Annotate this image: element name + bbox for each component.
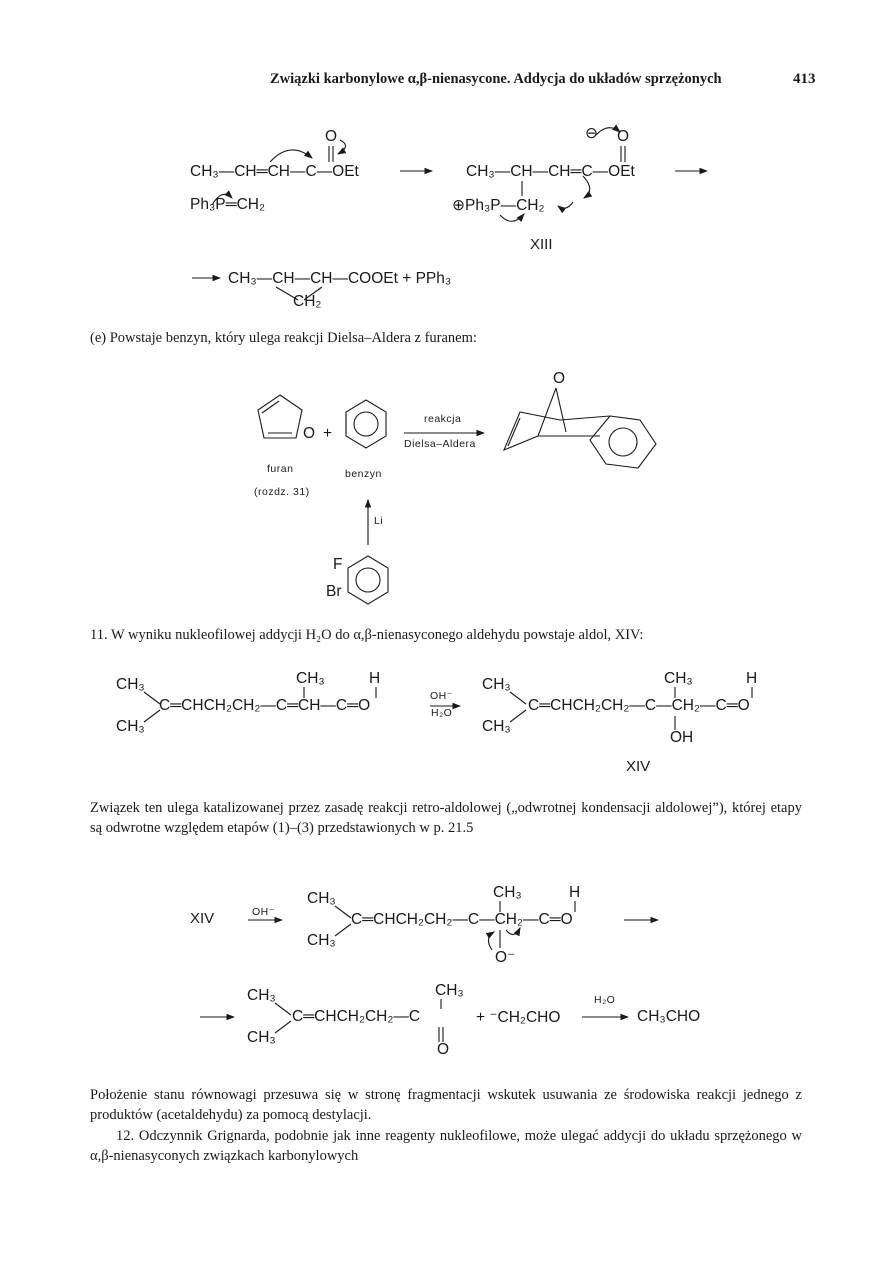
- ketone-oxygen: O: [437, 1041, 450, 1058]
- retro-ch3-bottom: CH₃: [307, 932, 336, 949]
- retro-branch-methyl: CH₃: [493, 884, 522, 901]
- cyclopropane-bond-2: [304, 287, 322, 300]
- hydroxide-label: OH⁻: [252, 906, 275, 918]
- water-label: H₂O: [594, 994, 616, 1006]
- bicyclic-bond-2: [560, 416, 610, 420]
- electron-arrow-8: [488, 932, 494, 950]
- furan-oxygen: O: [303, 425, 316, 442]
- retro-chain: C═CHCH₂CH₂—C—CH₂—C═O: [351, 911, 573, 928]
- benzyne-label: benzyn: [345, 468, 382, 480]
- ketone-bond-top: [275, 1003, 291, 1015]
- aldehyde-hydrogen: H: [369, 670, 381, 687]
- bromine-label: Br: [326, 583, 342, 600]
- ketone-bond-bottom: [275, 1021, 291, 1033]
- electron-arrow-7: [500, 214, 524, 221]
- retro-bond-bottom: [335, 924, 351, 936]
- fused-benzene-ring: [590, 416, 656, 468]
- lithium-label: Li: [374, 515, 384, 527]
- paragraph-e: (e) Powstaje benzyn, który ulega reakcji Dielsa–Aldera z furanem:: [90, 330, 477, 346]
- ketone-ch3-top: CH₃: [247, 987, 276, 1004]
- bicyclic-double-bond: [508, 418, 520, 446]
- paragraph-12: 12. Odczynnik Grignarda, podobnie jak inne reagenty nukleofilowe, może ulegać addycji do układu sprzężonego w α,β-nienasyconych związkach karbonylowych: [90, 1128, 802, 1164]
- benzyne-aromatic-circle: [354, 412, 378, 436]
- intermediate-chain: CH₃—CH—CH═C—OEt: [466, 163, 635, 180]
- ketone-chain: C═CHCH₂CH₂—C: [292, 1008, 421, 1025]
- electron-arrow-1: [270, 150, 312, 162]
- start-label-XIV: XIV: [190, 910, 215, 927]
- phosphonium-group: ⊕Ph₃P—CH₂: [452, 197, 545, 214]
- alkoxide-oxygen: O⁻: [495, 949, 516, 966]
- electron-arrow-3: [212, 194, 232, 205]
- plus-sign: +: [323, 425, 333, 442]
- ylide-reagent: Ph₃P═CH₂: [190, 196, 265, 213]
- enolate-anion: + ⁻CH₂CHO: [476, 1009, 561, 1026]
- intermediate-oxygen: O: [617, 128, 630, 145]
- hydroxide-catalyst: OH⁻: [430, 690, 453, 702]
- ketone-branch-methyl: CH₃: [435, 982, 464, 999]
- electron-arrow-2: [338, 140, 346, 154]
- aldol-ch3-top: CH₃: [482, 676, 511, 693]
- unsaturated-aldehyde-chain: C═CHCH₂CH₂—C═CH—C═O: [159, 697, 371, 714]
- furan-double-bond-1: [262, 401, 279, 413]
- arrow-label-top: reakcja: [424, 413, 462, 425]
- paragraph-equilibrium: Położenie stanu równowagi przesuwa się w stronę fragmentacji wskutek usuwania ze środowiska reakcji jednego z produktów (acetaldehydu) za pomocą destylacji.: [90, 1087, 802, 1123]
- furan-ring: [258, 395, 302, 438]
- running-header: Związki karbonylowe α,β-nienasycone. Addycja do układów sprzężonych: [270, 71, 722, 87]
- isopropylidene-ch3-top: CH₃: [116, 676, 145, 693]
- paragraph-11: 11. W wyniku nukleofilowej addycji H₂O do α,β-nienasyconego aldehydu powstaje aldol, XIV:: [90, 627, 644, 643]
- right-bond-bottom: [510, 710, 526, 722]
- retro-ch3-top: CH₃: [307, 890, 336, 907]
- arrow-label-bottom: Dielsa–Aldera: [404, 438, 476, 450]
- acetaldehyde: CH₃CHO: [637, 1008, 701, 1025]
- fused-aromatic-circle: [609, 428, 637, 456]
- electron-arrow-5: [583, 176, 590, 198]
- compound-label-XIV: XIV: [626, 758, 651, 775]
- cyclopropane-ch2: CH₂: [293, 293, 322, 310]
- left-bond-top: [144, 692, 160, 704]
- retro-aldehyde-hydrogen: H: [569, 884, 581, 901]
- branch-methyl: CH₃: [296, 670, 325, 687]
- isopropylidene-ch3-bottom: CH₃: [116, 718, 145, 735]
- dihalobenzene-aromatic-circle: [356, 568, 380, 592]
- negative-charge: ⊖: [585, 125, 598, 142]
- aldol-chain: C═CHCH₂CH₂—C—CH₂—C═O: [528, 697, 750, 714]
- cyclopropane-bond-1: [276, 287, 298, 300]
- hydroxyl-group: OH: [670, 729, 694, 746]
- furan-reference: (rozdz. 31): [254, 486, 310, 498]
- oxygen-bridge-right: [556, 388, 566, 432]
- right-bond-top: [510, 692, 526, 704]
- carbonyl-oxygen: O: [325, 128, 338, 145]
- electron-arrow-6: [558, 202, 573, 208]
- ketone-ch3-bottom: CH₃: [247, 1029, 276, 1046]
- oxygen-bridge-left: [538, 388, 556, 436]
- bridge-oxygen: O: [553, 370, 566, 387]
- cyclopropane-product: CH₃—CH—CH—COOEt + PPh₃: [228, 270, 452, 287]
- benzyne-ring: [346, 400, 386, 448]
- left-bond-bottom: [144, 710, 160, 722]
- page-number: 413: [793, 71, 816, 87]
- paragraph-retro-aldol: Związek ten ulega katalizowanej przez zasadę reakcji retro-aldolowej („odwrotnej kondensacji aldolowej”), której etapy są odwrotne względem etapów (1)–(3) przedstawionych w p. 21.5: [90, 800, 802, 836]
- fluorine-label: F: [333, 556, 343, 573]
- compound-label-XIII: XIII: [530, 236, 553, 253]
- retro-bond-top: [335, 906, 351, 918]
- reactant-ester-chain: CH₃—CH═CH—C—OEt: [190, 163, 359, 180]
- aldol-aldehyde-hydrogen: H: [746, 670, 758, 687]
- electron-arrow-9: [506, 928, 520, 935]
- furan-label: furan: [267, 463, 294, 475]
- aldol-branch-methyl: CH₃: [664, 670, 693, 687]
- bicyclic-ring: [504, 412, 560, 450]
- dihalobenzene-ring: [348, 556, 388, 604]
- water-reagent: H₂O: [431, 707, 453, 719]
- aldol-ch3-bottom: CH₃: [482, 718, 511, 735]
- electron-arrow-4: [596, 128, 620, 135]
